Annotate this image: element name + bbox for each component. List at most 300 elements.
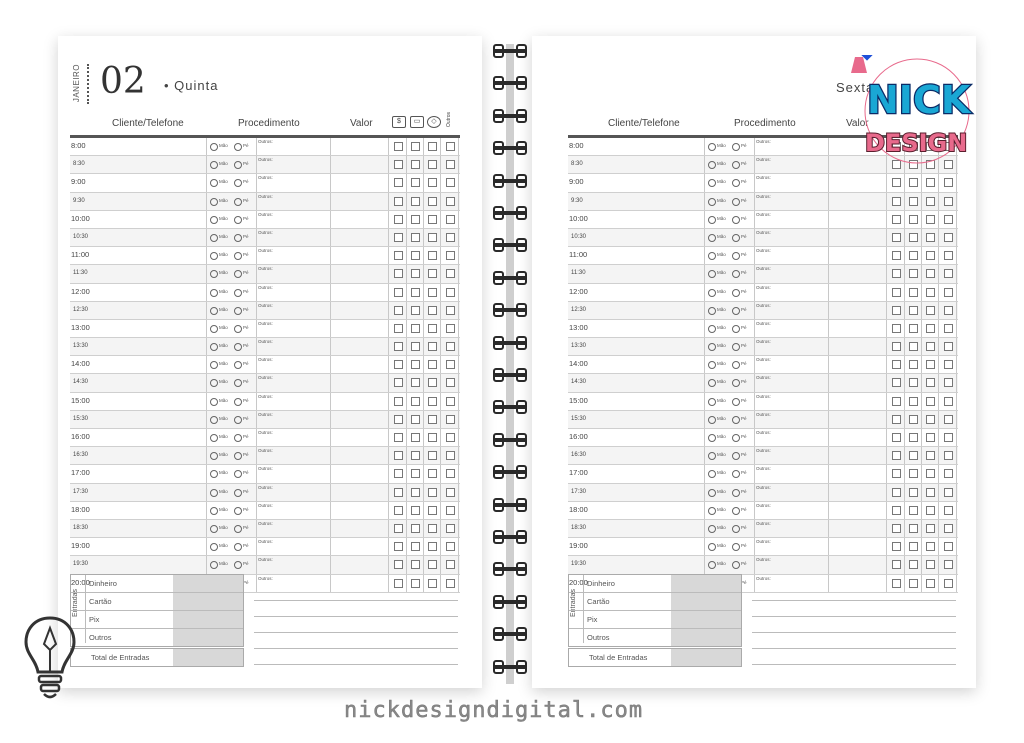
outros-field-label[interactable]: Outros: — [258, 211, 273, 217]
payment-checkbox[interactable] — [411, 469, 420, 478]
payment-checkbox[interactable] — [926, 288, 935, 297]
radio-pe[interactable] — [732, 379, 740, 387]
payment-checkbox[interactable] — [394, 579, 403, 588]
outros-field-label[interactable]: Outros: — [258, 339, 273, 345]
outros-field-label[interactable]: Outros: — [756, 502, 771, 508]
payment-checkbox[interactable] — [411, 524, 420, 533]
radio-pe[interactable] — [234, 489, 242, 497]
payment-checkbox[interactable] — [428, 233, 437, 242]
payment-checkbox[interactable] — [446, 306, 455, 315]
payment-checkbox[interactable] — [926, 197, 935, 206]
radio-mao[interactable] — [210, 434, 218, 442]
payment-checkbox[interactable] — [892, 488, 901, 497]
radio-mao[interactable] — [210, 452, 218, 460]
radio-mao[interactable] — [210, 489, 218, 497]
payment-checkbox[interactable] — [909, 397, 918, 406]
payment-checkbox[interactable] — [926, 451, 935, 460]
payment-checkbox[interactable] — [394, 415, 403, 424]
outros-field-label[interactable]: Outros: — [258, 357, 273, 363]
payment-checkbox[interactable] — [944, 415, 953, 424]
payment-checkbox[interactable] — [944, 197, 953, 206]
radio-mao[interactable] — [708, 216, 716, 224]
payment-checkbox[interactable] — [892, 542, 901, 551]
note-line[interactable] — [752, 632, 956, 633]
payment-checkbox[interactable] — [909, 542, 918, 551]
note-line[interactable] — [752, 664, 956, 665]
note-line[interactable] — [254, 600, 458, 601]
payment-checkbox[interactable] — [428, 433, 437, 442]
radio-pe[interactable] — [234, 161, 242, 169]
radio-pe[interactable] — [732, 343, 740, 351]
payment-checkbox[interactable] — [428, 197, 437, 206]
radio-pe[interactable] — [234, 289, 242, 297]
payment-checkbox[interactable] — [446, 197, 455, 206]
payment-checkbox[interactable] — [446, 360, 455, 369]
radio-pe[interactable] — [732, 470, 740, 478]
outros-field-label[interactable]: Outros: — [258, 448, 273, 454]
payment-checkbox[interactable] — [892, 360, 901, 369]
radio-mao[interactable] — [708, 307, 716, 315]
outros-field-label[interactable]: Outros: — [258, 175, 273, 181]
payment-checkbox[interactable] — [944, 342, 953, 351]
entrada-value-field[interactable] — [173, 629, 243, 646]
entrada-value-field[interactable] — [671, 629, 741, 646]
payment-checkbox[interactable] — [411, 542, 420, 551]
payment-checkbox[interactable] — [428, 306, 437, 315]
radio-pe[interactable] — [234, 216, 242, 224]
payment-checkbox[interactable] — [411, 160, 420, 169]
payment-checkbox[interactable] — [909, 433, 918, 442]
payment-checkbox[interactable] — [926, 269, 935, 278]
payment-checkbox[interactable] — [909, 324, 918, 333]
outros-field-label[interactable]: Outros: — [258, 466, 273, 472]
outros-field-label[interactable]: Outros: — [258, 502, 273, 508]
radio-pe[interactable] — [234, 561, 242, 569]
payment-checkbox[interactable] — [411, 288, 420, 297]
payment-checkbox[interactable] — [892, 378, 901, 387]
radio-mao[interactable] — [708, 416, 716, 424]
payment-checkbox[interactable] — [394, 451, 403, 460]
payment-checkbox[interactable] — [394, 142, 403, 151]
payment-checkbox[interactable] — [926, 415, 935, 424]
payment-checkbox[interactable] — [892, 415, 901, 424]
payment-checkbox[interactable] — [446, 269, 455, 278]
payment-checkbox[interactable] — [926, 524, 935, 533]
payment-checkbox[interactable] — [428, 160, 437, 169]
note-line[interactable] — [254, 632, 458, 633]
radio-pe[interactable] — [234, 307, 242, 315]
radio-pe[interactable] — [234, 543, 242, 551]
radio-mao[interactable] — [210, 361, 218, 369]
outros-field-label[interactable]: Outros: — [756, 266, 771, 272]
radio-mao[interactable] — [708, 234, 716, 242]
payment-checkbox[interactable] — [909, 233, 918, 242]
payment-checkbox[interactable] — [446, 451, 455, 460]
radio-mao[interactable] — [210, 161, 218, 169]
payment-checkbox[interactable] — [446, 506, 455, 515]
radio-mao[interactable] — [210, 525, 218, 533]
outros-field-label[interactable]: Outros: — [258, 157, 273, 163]
payment-checkbox[interactable] — [428, 469, 437, 478]
radio-pe[interactable] — [732, 270, 740, 278]
radio-mao[interactable] — [210, 398, 218, 406]
outros-field-label[interactable]: Outros: — [258, 375, 273, 381]
payment-checkbox[interactable] — [926, 433, 935, 442]
payment-checkbox[interactable] — [428, 251, 437, 260]
payment-checkbox[interactable] — [944, 269, 953, 278]
payment-checkbox[interactable] — [394, 524, 403, 533]
payment-checkbox[interactable] — [411, 488, 420, 497]
note-line[interactable] — [752, 600, 956, 601]
radio-mao[interactable] — [708, 143, 716, 151]
outros-field-label[interactable]: Outros: — [258, 229, 273, 235]
outros-field-label[interactable]: Outros: — [756, 157, 771, 163]
payment-checkbox[interactable] — [944, 233, 953, 242]
payment-checkbox[interactable] — [926, 506, 935, 515]
payment-checkbox[interactable] — [926, 488, 935, 497]
payment-checkbox[interactable] — [428, 488, 437, 497]
outros-field-label[interactable]: Outros: — [756, 339, 771, 345]
payment-checkbox[interactable] — [944, 178, 953, 187]
radio-pe[interactable] — [732, 452, 740, 460]
payment-checkbox[interactable] — [926, 215, 935, 224]
radio-pe[interactable] — [732, 252, 740, 260]
payment-checkbox[interactable] — [446, 415, 455, 424]
payment-checkbox[interactable] — [446, 324, 455, 333]
radio-mao[interactable] — [210, 179, 218, 187]
payment-checkbox[interactable] — [926, 306, 935, 315]
outros-field-label[interactable]: Outros: — [756, 411, 771, 417]
payment-checkbox[interactable] — [446, 342, 455, 351]
radio-pe[interactable] — [732, 325, 740, 333]
radio-mao[interactable] — [708, 489, 716, 497]
payment-checkbox[interactable] — [411, 360, 420, 369]
payment-checkbox[interactable] — [944, 378, 953, 387]
payment-checkbox[interactable] — [892, 269, 901, 278]
payment-checkbox[interactable] — [428, 215, 437, 224]
payment-checkbox[interactable] — [926, 378, 935, 387]
payment-checkbox[interactable] — [944, 579, 953, 588]
payment-checkbox[interactable] — [411, 378, 420, 387]
radio-mao[interactable] — [210, 470, 218, 478]
payment-checkbox[interactable] — [926, 178, 935, 187]
radio-pe[interactable] — [234, 398, 242, 406]
payment-checkbox[interactable] — [892, 433, 901, 442]
payment-checkbox[interactable] — [892, 342, 901, 351]
payment-checkbox[interactable] — [428, 269, 437, 278]
radio-pe[interactable] — [234, 343, 242, 351]
entrada-value-field[interactable] — [173, 575, 243, 592]
payment-checkbox[interactable] — [394, 197, 403, 206]
note-line[interactable] — [752, 616, 956, 617]
radio-pe[interactable] — [234, 507, 242, 515]
payment-checkbox[interactable] — [446, 524, 455, 533]
payment-checkbox[interactable] — [926, 360, 935, 369]
outros-field-label[interactable]: Outros: — [756, 320, 771, 326]
radio-mao[interactable] — [210, 198, 218, 206]
radio-mao[interactable] — [708, 161, 716, 169]
radio-mao[interactable] — [708, 507, 716, 515]
payment-checkbox[interactable] — [428, 542, 437, 551]
radio-pe[interactable] — [732, 179, 740, 187]
radio-pe[interactable] — [234, 198, 242, 206]
outros-field-label[interactable]: Outros: — [756, 357, 771, 363]
payment-checkbox[interactable] — [944, 524, 953, 533]
payment-checkbox[interactable] — [394, 342, 403, 351]
radio-pe[interactable] — [732, 489, 740, 497]
outros-field-label[interactable]: Outros: — [756, 139, 771, 144]
radio-pe[interactable] — [234, 452, 242, 460]
outros-field-label[interactable]: Outros: — [756, 466, 771, 472]
note-line[interactable] — [752, 648, 956, 649]
outros-field-label[interactable]: Outros: — [756, 302, 771, 308]
radio-mao[interactable] — [210, 252, 218, 260]
payment-checkbox[interactable] — [926, 251, 935, 260]
radio-mao[interactable] — [708, 525, 716, 533]
payment-checkbox[interactable] — [411, 142, 420, 151]
payment-checkbox[interactable] — [394, 269, 403, 278]
payment-checkbox[interactable] — [428, 142, 437, 151]
radio-mao[interactable] — [708, 434, 716, 442]
payment-checkbox[interactable] — [446, 160, 455, 169]
radio-pe[interactable] — [234, 270, 242, 278]
payment-checkbox[interactable] — [411, 324, 420, 333]
payment-checkbox[interactable] — [446, 560, 455, 569]
radio-mao[interactable] — [210, 416, 218, 424]
payment-checkbox[interactable] — [892, 397, 901, 406]
payment-checkbox[interactable] — [446, 251, 455, 260]
radio-mao[interactable] — [210, 307, 218, 315]
payment-checkbox[interactable] — [394, 160, 403, 169]
outros-field-label[interactable]: Outros: — [258, 320, 273, 326]
payment-checkbox[interactable] — [446, 488, 455, 497]
radio-pe[interactable] — [234, 434, 242, 442]
payment-checkbox[interactable] — [394, 215, 403, 224]
payment-checkbox[interactable] — [394, 397, 403, 406]
payment-checkbox[interactable] — [446, 397, 455, 406]
radio-pe[interactable] — [732, 507, 740, 515]
payment-checkbox[interactable] — [944, 560, 953, 569]
payment-checkbox[interactable] — [394, 506, 403, 515]
payment-checkbox[interactable] — [892, 560, 901, 569]
payment-checkbox[interactable] — [909, 178, 918, 187]
payment-checkbox[interactable] — [892, 215, 901, 224]
radio-pe[interactable] — [234, 234, 242, 242]
outros-field-label[interactable]: Outros: — [756, 193, 771, 199]
radio-mao[interactable] — [210, 561, 218, 569]
payment-checkbox[interactable] — [944, 397, 953, 406]
payment-checkbox[interactable] — [428, 378, 437, 387]
payment-checkbox[interactable] — [428, 324, 437, 333]
outros-field-label[interactable]: Outros: — [258, 430, 273, 435]
payment-checkbox[interactable] — [892, 197, 901, 206]
payment-checkbox[interactable] — [944, 433, 953, 442]
payment-checkbox[interactable] — [411, 306, 420, 315]
payment-checkbox[interactable] — [428, 342, 437, 351]
payment-checkbox[interactable] — [394, 288, 403, 297]
radio-mao[interactable] — [210, 289, 218, 297]
radio-pe[interactable] — [732, 161, 740, 169]
outros-field-label[interactable]: Outros: — [258, 520, 273, 526]
radio-mao[interactable] — [708, 289, 716, 297]
radio-pe[interactable] — [732, 361, 740, 369]
payment-checkbox[interactable] — [892, 251, 901, 260]
payment-checkbox[interactable] — [909, 506, 918, 515]
radio-mao[interactable] — [210, 234, 218, 242]
payment-checkbox[interactable] — [446, 433, 455, 442]
radio-pe[interactable] — [732, 289, 740, 297]
payment-checkbox[interactable] — [944, 306, 953, 315]
payment-checkbox[interactable] — [394, 306, 403, 315]
payment-checkbox[interactable] — [892, 306, 901, 315]
radio-pe[interactable] — [234, 416, 242, 424]
payment-checkbox[interactable] — [394, 433, 403, 442]
radio-mao[interactable] — [708, 398, 716, 406]
payment-checkbox[interactable] — [446, 579, 455, 588]
entrada-value-field[interactable] — [173, 611, 243, 628]
outros-field-label[interactable]: Outros: — [756, 484, 771, 490]
payment-checkbox[interactable] — [909, 524, 918, 533]
radio-mao[interactable] — [708, 379, 716, 387]
outros-field-label[interactable]: Outros: — [258, 139, 273, 144]
payment-checkbox[interactable] — [446, 215, 455, 224]
payment-checkbox[interactable] — [411, 342, 420, 351]
payment-checkbox[interactable] — [411, 269, 420, 278]
payment-checkbox[interactable] — [394, 360, 403, 369]
payment-checkbox[interactable] — [926, 233, 935, 242]
radio-pe[interactable] — [732, 398, 740, 406]
payment-checkbox[interactable] — [926, 579, 935, 588]
payment-checkbox[interactable] — [892, 506, 901, 515]
radio-pe[interactable] — [234, 361, 242, 369]
outros-field-label[interactable]: Outros: — [756, 248, 771, 254]
payment-checkbox[interactable] — [411, 415, 420, 424]
payment-checkbox[interactable] — [428, 524, 437, 533]
payment-checkbox[interactable] — [446, 142, 455, 151]
payment-checkbox[interactable] — [446, 288, 455, 297]
outros-field-label[interactable]: Outros: — [258, 302, 273, 308]
radio-pe[interactable] — [234, 179, 242, 187]
payment-checkbox[interactable] — [944, 324, 953, 333]
radio-pe[interactable] — [732, 307, 740, 315]
outros-field-label[interactable]: Outros: — [258, 575, 273, 581]
payment-checkbox[interactable] — [428, 560, 437, 569]
payment-checkbox[interactable] — [944, 251, 953, 260]
outros-field-label[interactable]: Outros: — [258, 193, 273, 199]
radio-mao[interactable] — [210, 507, 218, 515]
payment-checkbox[interactable] — [944, 469, 953, 478]
radio-mao[interactable] — [210, 343, 218, 351]
radio-mao[interactable] — [708, 470, 716, 478]
payment-checkbox[interactable] — [411, 178, 420, 187]
payment-checkbox[interactable] — [394, 560, 403, 569]
outros-field-label[interactable]: Outros: — [258, 411, 273, 417]
radio-mao[interactable] — [708, 198, 716, 206]
entrada-value-field[interactable] — [671, 611, 741, 628]
payment-checkbox[interactable] — [892, 324, 901, 333]
payment-checkbox[interactable] — [892, 579, 901, 588]
payment-checkbox[interactable] — [909, 451, 918, 460]
payment-checkbox[interactable] — [411, 579, 420, 588]
radio-mao[interactable] — [708, 543, 716, 551]
radio-pe[interactable] — [234, 525, 242, 533]
payment-checkbox[interactable] — [909, 342, 918, 351]
payment-checkbox[interactable] — [411, 251, 420, 260]
payment-checkbox[interactable] — [411, 560, 420, 569]
outros-field-label[interactable]: Outros: — [756, 284, 771, 290]
outros-field-label[interactable]: Outros: — [756, 430, 771, 435]
payment-checkbox[interactable] — [394, 488, 403, 497]
payment-checkbox[interactable] — [944, 215, 953, 224]
outros-field-label[interactable]: Outros: — [258, 266, 273, 272]
payment-checkbox[interactable] — [394, 251, 403, 260]
radio-pe[interactable] — [732, 416, 740, 424]
payment-checkbox[interactable] — [892, 233, 901, 242]
payment-checkbox[interactable] — [909, 215, 918, 224]
payment-checkbox[interactable] — [394, 542, 403, 551]
payment-checkbox[interactable] — [428, 415, 437, 424]
payment-checkbox[interactable] — [446, 469, 455, 478]
radio-mao[interactable] — [708, 561, 716, 569]
payment-checkbox[interactable] — [909, 579, 918, 588]
radio-pe[interactable] — [732, 143, 740, 151]
radio-mao[interactable] — [210, 379, 218, 387]
payment-checkbox[interactable] — [411, 233, 420, 242]
payment-checkbox[interactable] — [428, 451, 437, 460]
radio-pe[interactable] — [234, 379, 242, 387]
radio-mao[interactable] — [708, 270, 716, 278]
payment-checkbox[interactable] — [428, 178, 437, 187]
payment-checkbox[interactable] — [892, 524, 901, 533]
payment-checkbox[interactable] — [944, 360, 953, 369]
total-value-field[interactable] — [671, 649, 741, 666]
outros-field-label[interactable]: Outros: — [258, 284, 273, 290]
payment-checkbox[interactable] — [909, 306, 918, 315]
entrada-value-field[interactable] — [173, 593, 243, 610]
radio-pe[interactable] — [732, 234, 740, 242]
payment-checkbox[interactable] — [926, 469, 935, 478]
radio-pe[interactable] — [234, 325, 242, 333]
payment-checkbox[interactable] — [892, 288, 901, 297]
note-line[interactable] — [254, 664, 458, 665]
radio-mao[interactable] — [210, 325, 218, 333]
payment-checkbox[interactable] — [944, 488, 953, 497]
radio-pe[interactable] — [732, 216, 740, 224]
entrada-value-field[interactable] — [671, 593, 741, 610]
radio-mao[interactable] — [708, 452, 716, 460]
payment-checkbox[interactable] — [411, 451, 420, 460]
outros-field-label[interactable]: Outros: — [258, 393, 273, 399]
entrada-value-field[interactable] — [671, 575, 741, 592]
payment-checkbox[interactable] — [446, 542, 455, 551]
payment-checkbox[interactable] — [944, 288, 953, 297]
payment-checkbox[interactable] — [411, 215, 420, 224]
outros-field-label[interactable]: Outros: — [756, 175, 771, 181]
outros-field-label[interactable]: Outros: — [258, 248, 273, 254]
payment-checkbox[interactable] — [892, 178, 901, 187]
radio-pe[interactable] — [732, 434, 740, 442]
radio-pe[interactable] — [732, 561, 740, 569]
payment-checkbox[interactable] — [909, 469, 918, 478]
payment-checkbox[interactable] — [926, 560, 935, 569]
payment-checkbox[interactable] — [446, 178, 455, 187]
payment-checkbox[interactable] — [428, 360, 437, 369]
payment-checkbox[interactable] — [428, 288, 437, 297]
payment-checkbox[interactable] — [411, 397, 420, 406]
total-value-field[interactable] — [173, 649, 243, 666]
payment-checkbox[interactable] — [944, 506, 953, 515]
payment-checkbox[interactable] — [394, 324, 403, 333]
